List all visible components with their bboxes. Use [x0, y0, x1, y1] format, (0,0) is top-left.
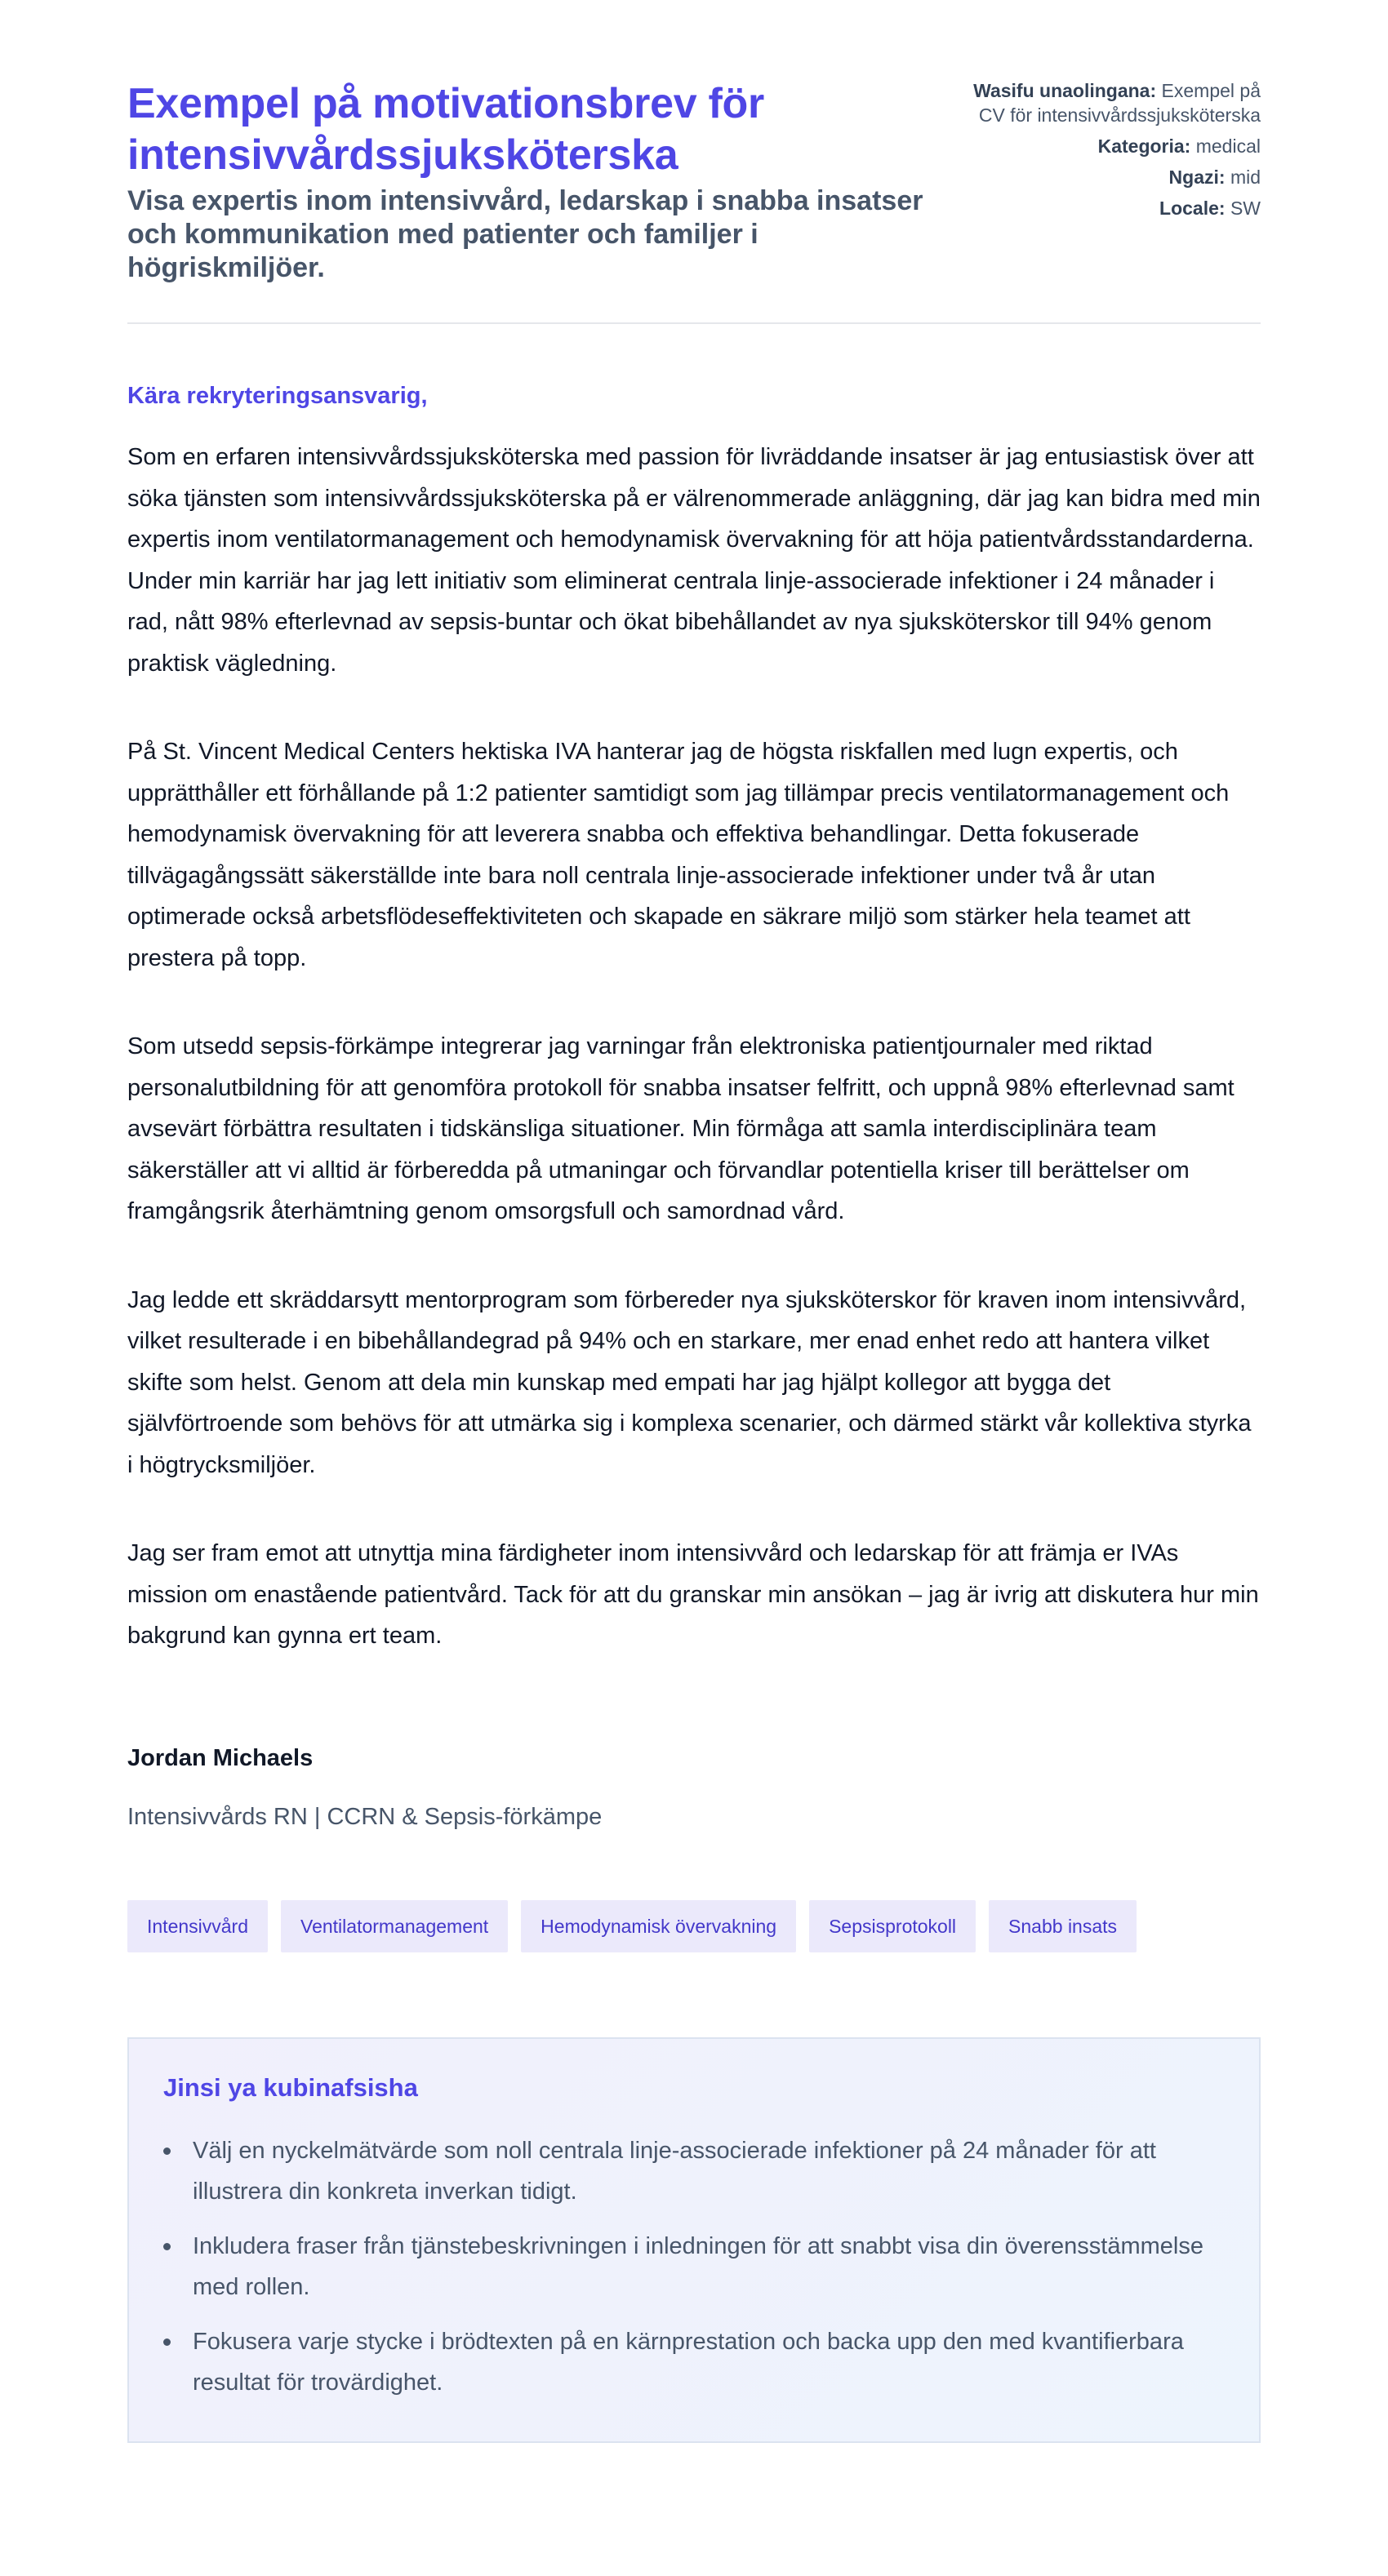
tip-item [163, 2226, 1226, 2308]
skill-tag[interactable]: Snabb insats [989, 1900, 1137, 1952]
tip-text: Inkludera fraser från tjänstebeskrivningen i inledningen för att snabbt visa din överensstämmelse med rollen. [193, 2232, 1204, 2300]
meta-value: SW [1230, 198, 1261, 219]
cover-letter-page [127, 0, 1261, 2443]
page-header [127, 78, 1261, 324]
skill-tags [127, 1900, 1261, 1952]
meta-key: Locale: [1159, 198, 1226, 219]
meta-matching-resume [967, 78, 1261, 127]
letter-paragraph: Som utsedd sepsis-förkämpe integrerar jag varningar från elektroniska patientjournaler med riktad personalutbildning för att genomföra protokoll för snabba insatser felfritt, och uppnå 98% efterlevnad samt avsevärt förbättra resultaten i tidskänsliga situationer. Min förmåga att samla interdisciplinära team säkerställer att vi alltid är förberedda på utmaningar och förvandlar potentiella kriser till berättelser om framgångsrik återhämtning genom omsorgsfull och samordnad vård. [127, 1033, 1235, 1224]
header-titles [127, 78, 944, 285]
signature-block [127, 1742, 1261, 1833]
skill-tag[interactable]: Hemodynamisk övervakning [521, 1900, 796, 1952]
meta-key: Wasifu unaolingana: [973, 80, 1157, 101]
tip-text: Välj en nyckelmätvärde som noll centrala linje-associerade infektioner på 24 månader för att illustrera din konkreta inverkan tidigt. [193, 2137, 1156, 2205]
matching-resume-link[interactable]: Exempel på CV för intensivvårdssjuksköterska [978, 80, 1261, 126]
signature-name: Jordan Michaels [127, 1744, 314, 1771]
meta-locale [967, 196, 1261, 220]
tips-title: Jinsi ya kubinafsisha [163, 2072, 418, 2102]
page-title: Exempel på motivationsbrev för intensivvårdssjuksköterska [127, 80, 764, 179]
letter-body [127, 324, 1261, 1833]
tips-list [163, 2130, 1226, 2404]
bullet-icon [163, 2147, 171, 2155]
skill-tag[interactable]: Sepsisprotokoll [809, 1900, 976, 1952]
letter-paragraph: Som en erfaren intensivvårdssjuksköterska med passion för livräddande insatser är jag entusiastisk över att söka tjänsten som intensivvårdssjuksköterska på er välrenommerade anläggning, där jag kan bidra med min expertis inom ventilatormanagement och hemodynamisk övervakning för att höja patientvårdsstandarderna. Under min karriär har jag lett initiativ som eliminerat centrala linje-associerade infektioner i 24 månader i rad, nått 98% efterlevnad av sepsis-buntar och ökat bibehållandet av nya sjuksköterskor till 94% genom praktisk vägledning. [127, 444, 1261, 677]
meta-value: medical [1195, 135, 1261, 157]
skill-tag[interactable]: Ventilatormanagement [281, 1900, 508, 1952]
skill-tag[interactable]: Intensivvård [127, 1900, 268, 1952]
meta-value: mid [1230, 167, 1261, 188]
letter-paragraph: Jag ledde ett skräddarsytt mentorprogram som förbereder nya sjuksköterskor för kraven inom intensivvård, vilket resulterade i en bibehållandegrad på 94% och en starkare, mer enad enhet redo att hantera vilket skifte som helst. Genom att dela min kunskap med empati har jag hjälpt kollegor att bygga det självförtroende som behövs för att utmärka sig i komplexa scenarier, och därmed stärkt vår kollektiva styrka i högtrycksmiljöer. [127, 1286, 1252, 1478]
bullet-icon [163, 2338, 171, 2346]
letter-paragraph: Jag ser fram emot att utnyttja mina färdigheter inom intensivvård och ledarskap för att främja er IVAs mission om enastående patientvård. Tack för att du granskar min ansökan – jag är ivrig att diskutera hur min bakgrund kan gynna ert team. [127, 1540, 1259, 1649]
signature-title: Intensivvårds RN | CCRN & Sepsis-förkämpe [127, 1803, 603, 1830]
page-subtitle: Visa expertis inom intensivvård, ledarskap i snabba insatser och kommunikation med patienter och familjer i högriskmiljöer. [127, 185, 923, 283]
letter-greeting: Kära rekryteringsansvarig, [127, 383, 428, 409]
tip-text: Fokusera varje stycke i brödtexten på en kärnprestation och backa upp den med kvantifierbara resultat för trovärdighet. [193, 2328, 1184, 2396]
meta-key: Kategoria: [1097, 135, 1191, 157]
letter-paragraph: På St. Vincent Medical Centers hektiska IVA hanterar jag de högsta riskfallen med lugn expertis, och upprätthåller ett förhållande på 1:2 patienter samtidigt som jag tillämpar precis ventilatormanagement och hemodynamisk övervakning för att leverera snabba och effektiva behandlingar. Detta fokuserade tillvägagångssätt säkerställde inte bara noll centrala linje-associerade infektioner under två år utan optimerade också arbetsflödeseffektiviteten och skapade en säkrare miljö som stärker hela teamet att prestera på topp. [127, 739, 1230, 971]
customization-tips [127, 2037, 1261, 2443]
meta-level [967, 165, 1261, 189]
meta-info [967, 78, 1261, 227]
bullet-icon [163, 2243, 171, 2250]
meta-category [967, 134, 1261, 158]
tip-item [163, 2130, 1226, 2213]
tip-item [163, 2321, 1226, 2404]
meta-key: Ngazi: [1168, 167, 1226, 188]
